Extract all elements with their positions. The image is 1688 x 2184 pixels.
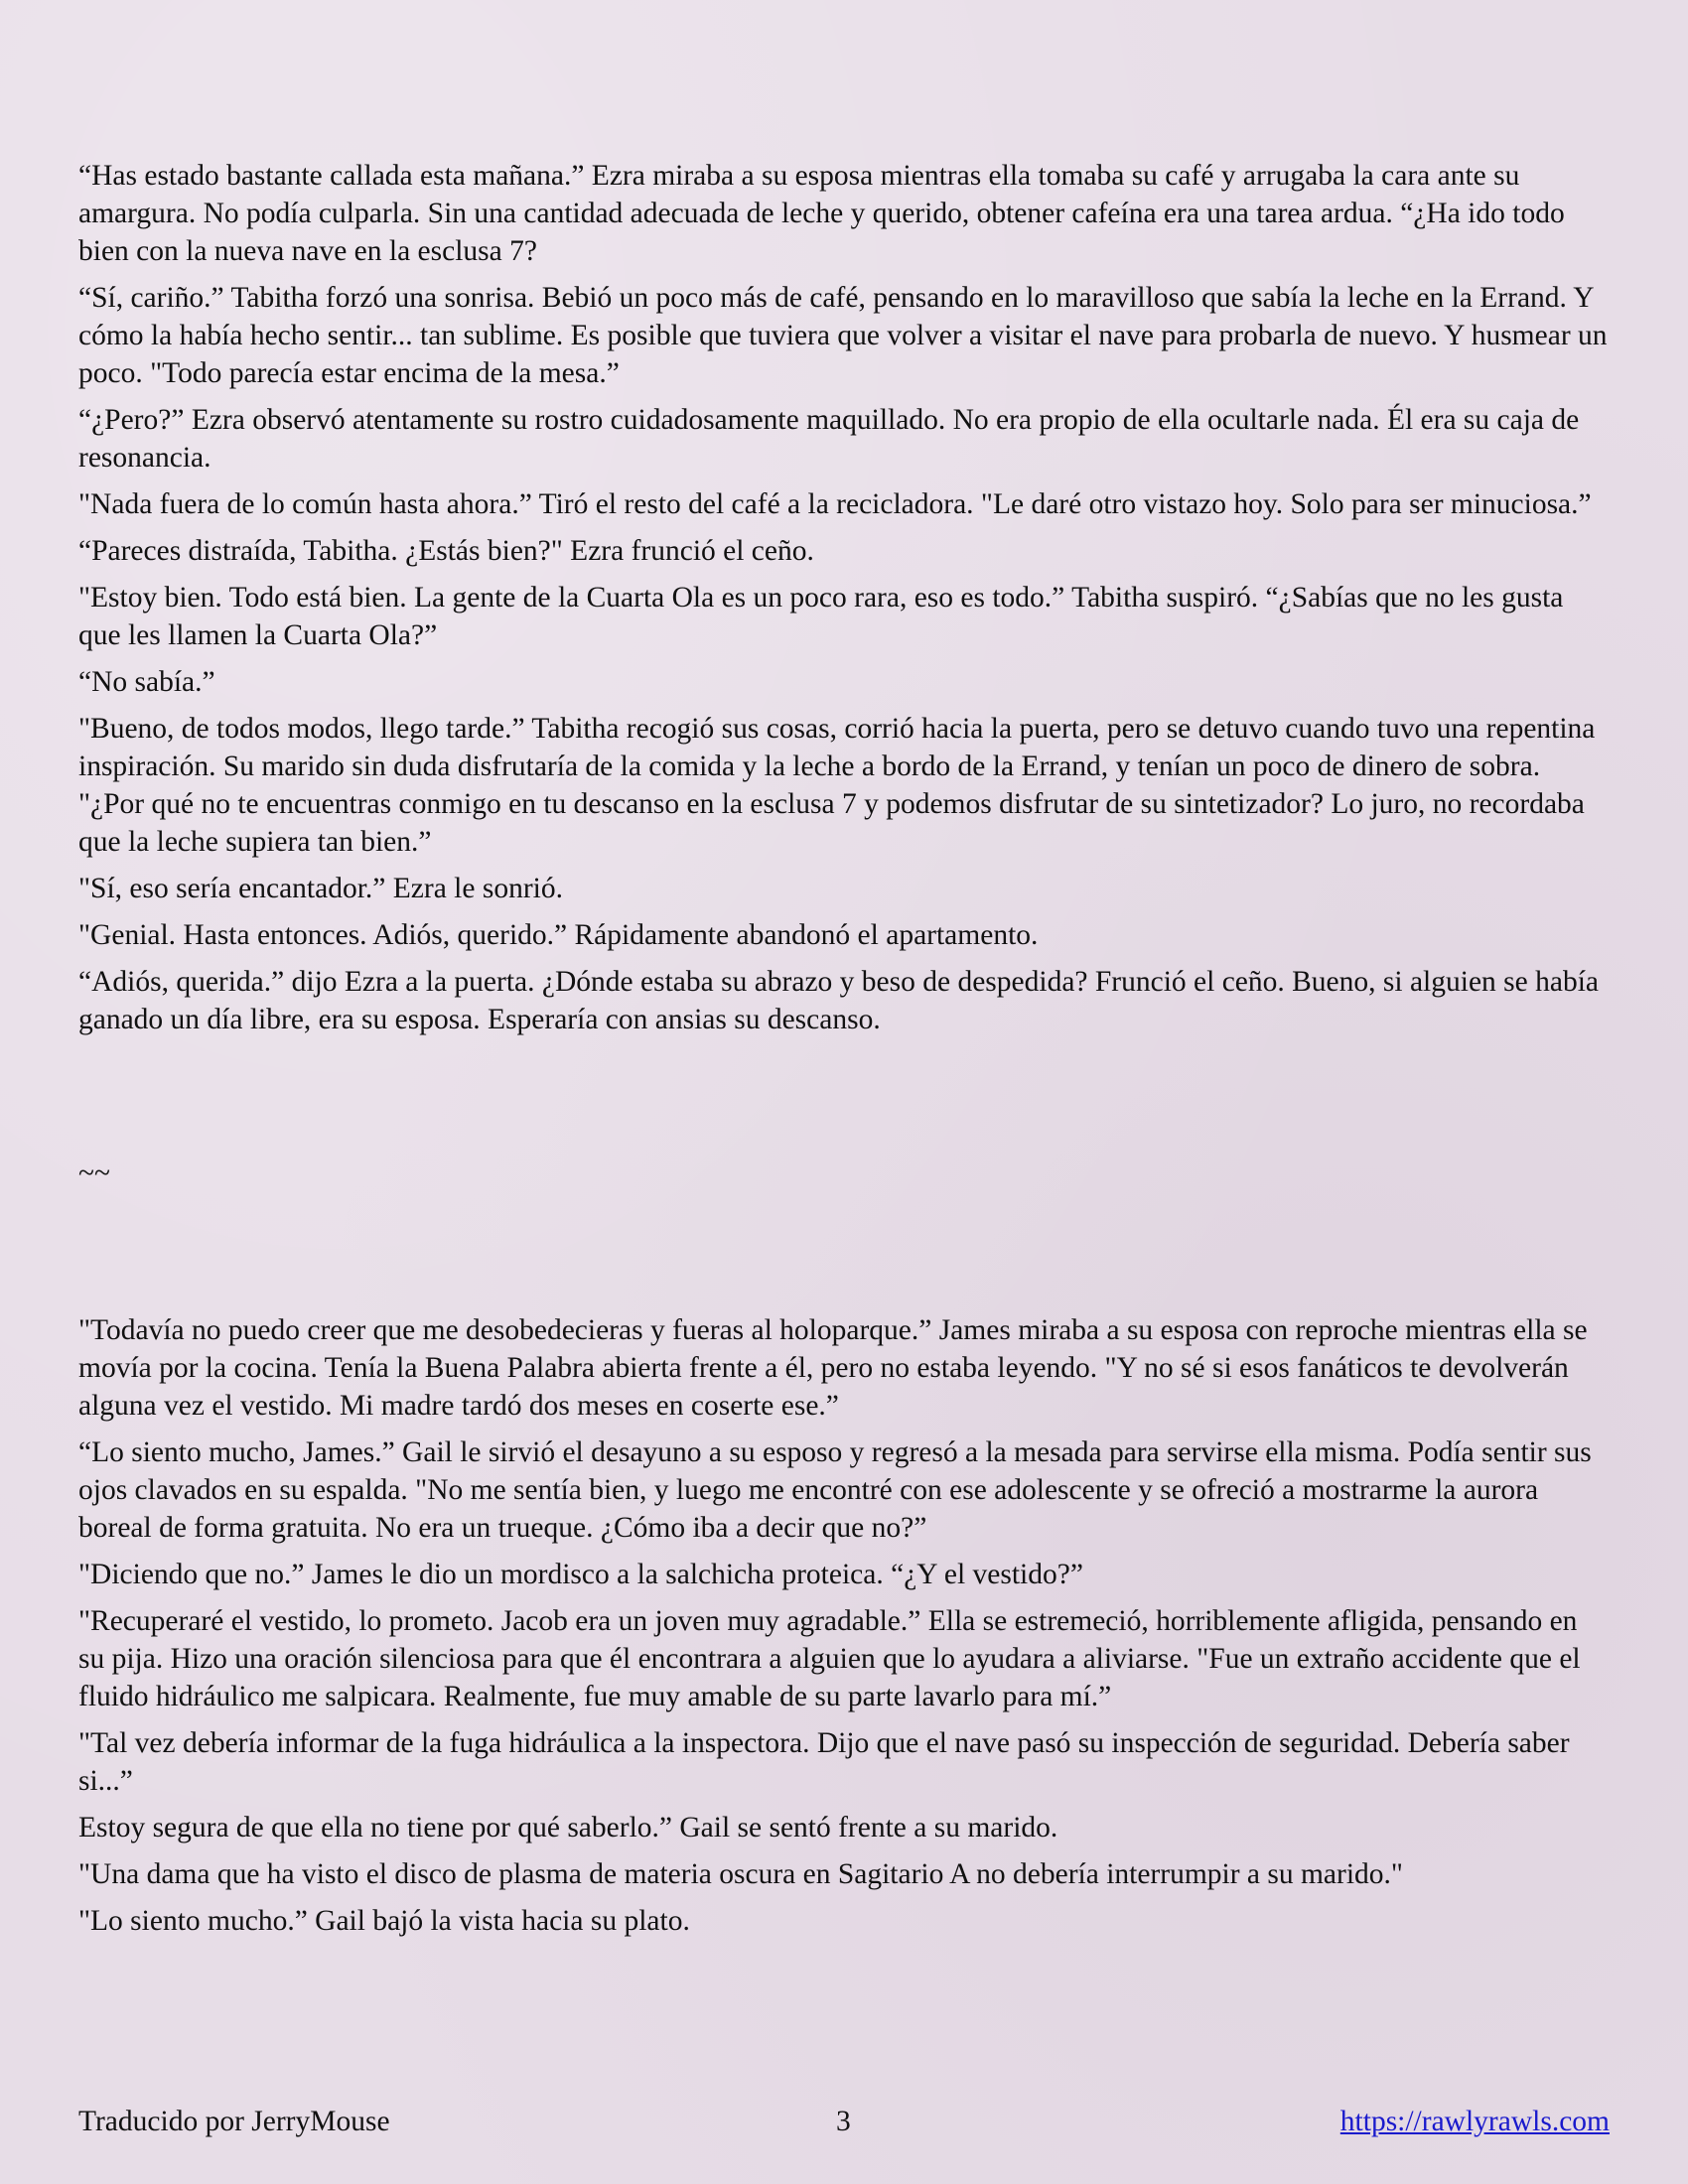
paragraph: “¿Pero?” Ezra observó atentamente su rostro cuidadosamente maquillado. No era propio de ella ocultarle nada. Él era su caja de resonancia. (78, 404, 1580, 474)
paragraph: "Sí, eso sería encantador.” Ezra le sonrió. (78, 873, 563, 904)
page-number: 3 (836, 2106, 851, 2137)
section-spacer (78, 1047, 1610, 1155)
paragraph: “No sabía.” (78, 666, 215, 698)
translator-credit: Traducido por JerryMouse (78, 2106, 390, 2137)
paragraph: "Estoy bien. Todo está bien. La gente de la Cuarta Ola es un poco rara, eso es todo.” Tabitha suspiró. “¿Sabías que no les gusta que les llamen la Cuarta Ola?” (78, 582, 1564, 651)
paragraph: “Adiós, querida.” dijo Ezra a la puerta. ¿Dónde estaba su abrazo y beso de despedida? Frunció el ceño. Bueno, si alguien se había ganado un día libre, era su esposa. Esperaría con ansias su descanso. (78, 966, 1599, 1035)
paragraph: “Sí, cariño.” Tabitha forzó una sonrisa. Bebió un poco más de café, pensando en lo maravilloso que sabía la leche en la Errand. Y cómo la había hecho sentir... tan sublime. Es posible que tuviera que volver a visitar el nave para probarla de nuevo. Y husmear un poco. "Todo parecía estar encima de la mesa.” (78, 282, 1608, 389)
section-spacer (78, 1192, 1610, 1311)
website-link[interactable]: https://rawlyrawls.com (1339, 2106, 1610, 2137)
page-footer (78, 2103, 1610, 2142)
paragraph: "Genial. Hasta entonces. Adiós, querido.” Rápidamente abandonó el apartamento. (78, 919, 1039, 951)
paragraph: “Pareces distraída, Tabitha. ¿Estás bien?" Ezra frunció el ceño. (78, 535, 814, 567)
paragraph: "Nada fuera de lo común hasta ahora.” Tiró el resto del café a la recicladora. "Le daré otro vistazo hoy. Solo para ser minuciosa.” (78, 488, 1592, 520)
document-body (78, 157, 1610, 1949)
paragraph: "Bueno, de todos modos, llego tarde.” Tabitha recogió sus cosas, corrió hacia la puerta, pero se detuvo cuando tuvo una repentina inspiración. Su marido sin duda disfrutaría de la comida y la leche a bordo de la Errand, y tenían un poco de dinero de sobra. "¿Por qué no te encuentras conmigo en tu descanso en la esclusa 7 y podemos disfrutar de su sintetizador? Lo juro, no recordaba que la leche supiera tan bien.” (78, 713, 1596, 858)
paragraph: “Has estado bastante callada esta mañana.” Ezra miraba a su esposa mientras ella tomaba su café y arrugaba la cara ante su amargura. No podía culparla. Sin una cantidad adecuada de leche y querido, obtener cafeína era una tarea ardua. “¿Ha ido todo bien con la nueva nave en la esclusa 7? (78, 160, 1565, 267)
paragraph: Estoy segura de que ella no tiene por qué saberlo.” Gail se sentó frente a su marido. (78, 1812, 1058, 1843)
paragraph: "Diciendo que no.” James le dio un mordisco a la salchicha proteica. “¿Y el vestido?” (78, 1559, 1083, 1590)
paragraph: “Lo siento mucho, James.” Gail le sirvió el desayuno a su esposo y regresó a la mesada para servirse ella misma. Podía sentir sus ojos clavados en su espalda. "No me sentía bien, y luego me encontré con ese adolescente y se ofreció a mostrarme la aurora boreal de forma gratuita. No era un trueque. ¿Cómo iba a decir que no?” (78, 1436, 1592, 1544)
paragraph: "Recuperaré el vestido, lo prometo. Jacob era un joven muy agradable.” Ella se estremeció, horriblemente afligida, pensando en su pija. Hizo una oración silenciosa para que él encontrara a alguien que lo ayudara a aliviarse. "Fue un extraño accidente que el fluido hidráulico me salpicara. Realmente, fue muy amable de su parte lavarlo para mí.” (78, 1605, 1581, 1712)
paragraph: "Una dama que ha visto el disco de plasma de materia oscura en Sagitario A no debería interrumpir a su marido." (78, 1858, 1403, 1890)
paragraph: "Todavía no puedo creer que me desobedecieras y fueras al holoparque.” James miraba a su esposa con reproche mientras ella se movía por la cocina. Tenía la Buena Palabra abierta frente a él, pero no estaba leyendo. "Y no sé si esos fanáticos te devolverán alguna vez el vestido. Mi madre tardó dos meses en coserte ese.” (78, 1314, 1588, 1422)
paragraph: "Tal vez debería informar de la fuga hidráulica a la inspectora. Dijo que el nave pasó su inspección de seguridad. Debería saber si...” (78, 1727, 1570, 1797)
paragraph: "Lo siento mucho.” Gail bajó la vista hacia su plato. (78, 1905, 690, 1937)
scene-separator: ~~ (78, 1158, 110, 1189)
